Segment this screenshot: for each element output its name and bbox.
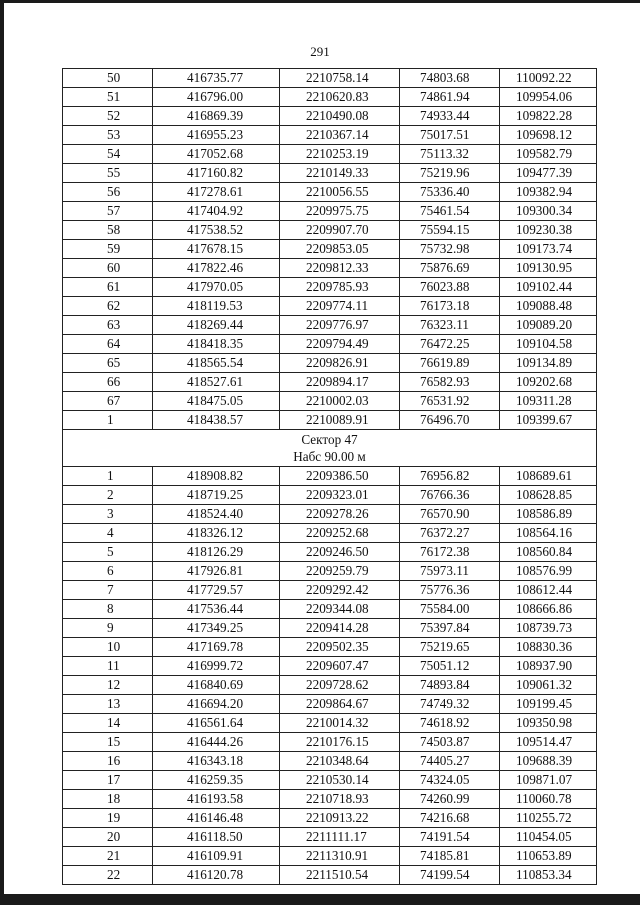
y-local-cell: 110060.78 (500, 790, 597, 809)
point-number-cell: 6 (63, 562, 153, 581)
y-coordinate-cell: 2209774.11 (280, 297, 400, 316)
x-coordinate-cell: 417970.05 (153, 278, 280, 297)
y-coordinate-cell: 2210530.14 (280, 771, 400, 790)
x-coordinate-cell: 416694.20 (153, 695, 280, 714)
table-row (63, 202, 597, 221)
x-local-cell: 75397.84 (400, 619, 500, 638)
point-number-cell: 13 (63, 695, 153, 714)
sector-height: Набс 90.00 м (293, 449, 366, 464)
point-number-cell: 14 (63, 714, 153, 733)
point-number-cell: 19 (63, 809, 153, 828)
point-number-cell: 16 (63, 752, 153, 771)
point-number-cell: 51 (63, 88, 153, 107)
x-coordinate-cell: 416955.23 (153, 126, 280, 145)
table-row (63, 259, 597, 278)
y-coordinate-cell: 2209259.79 (280, 562, 400, 581)
x-local-cell: 76582.93 (400, 373, 500, 392)
x-local-cell: 76472.25 (400, 335, 500, 354)
table-row (63, 619, 597, 638)
table-row (63, 107, 597, 126)
y-coordinate-cell: 2209278.26 (280, 505, 400, 524)
point-number-cell: 61 (63, 278, 153, 297)
point-number-cell: 64 (63, 335, 153, 354)
x-local-cell: 75594.15 (400, 221, 500, 240)
x-local-cell: 76496.70 (400, 411, 500, 430)
y-local-cell: 108689.61 (500, 467, 597, 486)
y-local-cell: 110454.05 (500, 828, 597, 847)
y-coordinate-cell: 2209246.50 (280, 543, 400, 562)
y-local-cell: 108666.86 (500, 600, 597, 619)
x-coordinate-cell: 417678.15 (153, 240, 280, 259)
y-coordinate-cell: 2209414.28 (280, 619, 400, 638)
y-local-cell: 109088.48 (500, 297, 597, 316)
y-local-cell: 109514.47 (500, 733, 597, 752)
y-coordinate-cell: 2209785.93 (280, 278, 400, 297)
y-local-cell: 110092.22 (500, 69, 597, 88)
y-coordinate-cell: 2211310.91 (280, 847, 400, 866)
x-local-cell: 74893.84 (400, 676, 500, 695)
table-row (63, 486, 597, 505)
x-coordinate-cell: 417536.44 (153, 600, 280, 619)
y-local-cell: 109582.79 (500, 145, 597, 164)
y-coordinate-cell: 2209728.62 (280, 676, 400, 695)
x-local-cell: 74405.27 (400, 752, 500, 771)
y-coordinate-cell: 2211111.17 (280, 828, 400, 847)
table-section-before-sector (63, 69, 597, 430)
table-row (63, 771, 597, 790)
y-local-cell: 108560.84 (500, 543, 597, 562)
x-coordinate-cell: 416109.91 (153, 847, 280, 866)
y-coordinate-cell: 2210758.14 (280, 69, 400, 88)
y-local-cell: 109199.45 (500, 695, 597, 714)
x-coordinate-cell: 416869.39 (153, 107, 280, 126)
y-coordinate-cell: 2209907.70 (280, 221, 400, 240)
table-row (63, 88, 597, 107)
x-coordinate-cell: 416146.48 (153, 809, 280, 828)
table-row (63, 524, 597, 543)
y-local-cell: 108564.16 (500, 524, 597, 543)
table-row (63, 335, 597, 354)
y-coordinate-cell: 2210056.55 (280, 183, 400, 202)
x-local-cell: 76023.88 (400, 278, 500, 297)
table-row (63, 145, 597, 164)
point-number-cell: 62 (63, 297, 153, 316)
x-local-cell: 75113.32 (400, 145, 500, 164)
point-number-cell: 59 (63, 240, 153, 259)
x-coordinate-cell: 417160.82 (153, 164, 280, 183)
point-number-cell: 2 (63, 486, 153, 505)
y-local-cell: 109698.12 (500, 126, 597, 145)
table-row (63, 714, 597, 733)
table-row (63, 638, 597, 657)
y-coordinate-cell: 2209252.68 (280, 524, 400, 543)
y-local-cell: 109822.28 (500, 107, 597, 126)
x-coordinate-cell: 418908.82 (153, 467, 280, 486)
table-row (63, 562, 597, 581)
table-row (63, 847, 597, 866)
table-row (63, 581, 597, 600)
x-local-cell: 74749.32 (400, 695, 500, 714)
x-coordinate-cell: 418418.35 (153, 335, 280, 354)
point-number-cell: 63 (63, 316, 153, 335)
x-local-cell: 76956.82 (400, 467, 500, 486)
table-row (63, 543, 597, 562)
table-row (63, 221, 597, 240)
x-local-cell: 76619.89 (400, 354, 500, 373)
y-local-cell: 108739.73 (500, 619, 597, 638)
x-coordinate-cell: 416840.69 (153, 676, 280, 695)
y-coordinate-cell: 2209292.42 (280, 581, 400, 600)
x-coordinate-cell: 417926.81 (153, 562, 280, 581)
x-local-cell: 75584.00 (400, 600, 500, 619)
y-coordinate-cell: 2210149.33 (280, 164, 400, 183)
x-local-cell: 76766.36 (400, 486, 500, 505)
point-number-cell: 50 (63, 69, 153, 88)
x-coordinate-cell: 417729.57 (153, 581, 280, 600)
y-local-cell: 108628.85 (500, 486, 597, 505)
x-local-cell: 74933.44 (400, 107, 500, 126)
x-local-cell: 75017.51 (400, 126, 500, 145)
y-local-cell: 109089.20 (500, 316, 597, 335)
y-local-cell: 109954.06 (500, 88, 597, 107)
point-number-cell: 21 (63, 847, 153, 866)
x-local-cell: 74861.94 (400, 88, 500, 107)
point-number-cell: 54 (63, 145, 153, 164)
table-row (63, 240, 597, 259)
y-local-cell: 108612.44 (500, 581, 597, 600)
table-row (63, 866, 597, 885)
y-coordinate-cell: 2210002.03 (280, 392, 400, 411)
x-local-cell: 75732.98 (400, 240, 500, 259)
y-local-cell: 109311.28 (500, 392, 597, 411)
y-local-cell: 109134.89 (500, 354, 597, 373)
y-coordinate-cell: 2210490.08 (280, 107, 400, 126)
x-coordinate-cell: 416444.26 (153, 733, 280, 752)
table-row (63, 164, 597, 183)
y-local-cell: 108830.36 (500, 638, 597, 657)
x-coordinate-cell: 418475.05 (153, 392, 280, 411)
x-coordinate-cell: 416561.64 (153, 714, 280, 733)
x-local-cell: 74216.68 (400, 809, 500, 828)
x-local-cell: 74185.81 (400, 847, 500, 866)
y-local-cell: 109230.38 (500, 221, 597, 240)
x-local-cell: 74503.87 (400, 733, 500, 752)
point-number-cell: 60 (63, 259, 153, 278)
y-local-cell: 109061.32 (500, 676, 597, 695)
table-row (63, 316, 597, 335)
y-coordinate-cell: 2209864.67 (280, 695, 400, 714)
scan-edge-top (0, 0, 640, 3)
x-local-cell: 75973.11 (400, 562, 500, 581)
table-row (63, 600, 597, 619)
x-coordinate-cell: 418119.53 (153, 297, 280, 316)
point-number-cell: 17 (63, 771, 153, 790)
y-coordinate-cell: 2210176.15 (280, 733, 400, 752)
table-section-sector-47 (63, 467, 597, 885)
sector-header-cell (63, 430, 597, 467)
y-coordinate-cell: 2209776.97 (280, 316, 400, 335)
y-coordinate-cell: 2209344.08 (280, 600, 400, 619)
point-number-cell: 10 (63, 638, 153, 657)
x-local-cell: 76531.92 (400, 392, 500, 411)
point-number-cell: 18 (63, 790, 153, 809)
x-local-cell: 76323.11 (400, 316, 500, 335)
x-local-cell: 74324.05 (400, 771, 500, 790)
point-number-cell: 3 (63, 505, 153, 524)
x-coordinate-cell: 417278.61 (153, 183, 280, 202)
x-coordinate-cell: 418565.54 (153, 354, 280, 373)
y-coordinate-cell: 2210913.22 (280, 809, 400, 828)
point-number-cell: 9 (63, 619, 153, 638)
x-local-cell: 74803.68 (400, 69, 500, 88)
y-local-cell: 109399.67 (500, 411, 597, 430)
point-number-cell: 1 (63, 411, 153, 430)
point-number-cell: 55 (63, 164, 153, 183)
table-row (63, 790, 597, 809)
x-coordinate-cell: 418719.25 (153, 486, 280, 505)
y-coordinate-cell: 2211510.54 (280, 866, 400, 885)
y-coordinate-cell: 2210014.32 (280, 714, 400, 733)
y-local-cell: 109130.95 (500, 259, 597, 278)
point-number-cell: 57 (63, 202, 153, 221)
y-coordinate-cell: 2209894.17 (280, 373, 400, 392)
y-local-cell: 108586.89 (500, 505, 597, 524)
y-local-cell: 108937.90 (500, 657, 597, 676)
table-row (63, 411, 597, 430)
y-coordinate-cell: 2210718.93 (280, 790, 400, 809)
point-number-cell: 15 (63, 733, 153, 752)
y-coordinate-cell: 2209323.01 (280, 486, 400, 505)
table-row (63, 695, 597, 714)
table-row (63, 278, 597, 297)
x-local-cell: 75776.36 (400, 581, 500, 600)
point-number-cell: 8 (63, 600, 153, 619)
point-number-cell: 52 (63, 107, 153, 126)
x-coordinate-cell: 418326.12 (153, 524, 280, 543)
x-coordinate-cell: 416343.18 (153, 752, 280, 771)
x-local-cell: 76372.27 (400, 524, 500, 543)
sector-header-section (63, 430, 597, 467)
table-row (63, 505, 597, 524)
y-coordinate-cell: 2210620.83 (280, 88, 400, 107)
table-row (63, 126, 597, 145)
y-local-cell: 109300.34 (500, 202, 597, 221)
x-local-cell: 75461.54 (400, 202, 500, 221)
y-local-cell: 110255.72 (500, 809, 597, 828)
table-row (63, 657, 597, 676)
y-coordinate-cell: 2210253.19 (280, 145, 400, 164)
x-local-cell: 76173.18 (400, 297, 500, 316)
point-number-cell: 20 (63, 828, 153, 847)
y-coordinate-cell: 2209794.49 (280, 335, 400, 354)
x-coordinate-cell: 417349.25 (153, 619, 280, 638)
y-local-cell: 109350.98 (500, 714, 597, 733)
x-local-cell: 75051.12 (400, 657, 500, 676)
table-row (63, 733, 597, 752)
point-number-cell: 7 (63, 581, 153, 600)
y-local-cell: 109173.74 (500, 240, 597, 259)
point-number-cell: 66 (63, 373, 153, 392)
x-coordinate-cell: 418527.61 (153, 373, 280, 392)
table-row (63, 354, 597, 373)
x-coordinate-cell: 416259.35 (153, 771, 280, 790)
x-local-cell: 75336.40 (400, 183, 500, 202)
table-row (63, 752, 597, 771)
y-local-cell: 108576.99 (500, 562, 597, 581)
table-row (63, 392, 597, 411)
x-local-cell: 75219.65 (400, 638, 500, 657)
y-coordinate-cell: 2209386.50 (280, 467, 400, 486)
x-coordinate-cell: 416193.58 (153, 790, 280, 809)
x-local-cell: 76172.38 (400, 543, 500, 562)
x-local-cell: 74260.99 (400, 790, 500, 809)
x-coordinate-cell: 418438.57 (153, 411, 280, 430)
y-coordinate-cell: 2209826.91 (280, 354, 400, 373)
x-coordinate-cell: 417052.68 (153, 145, 280, 164)
point-number-cell: 53 (63, 126, 153, 145)
x-coordinate-cell: 417169.78 (153, 638, 280, 657)
point-number-cell: 4 (63, 524, 153, 543)
y-coordinate-cell: 2209607.47 (280, 657, 400, 676)
point-number-cell: 12 (63, 676, 153, 695)
sector-title: Сектор 47 (301, 432, 358, 447)
table-row (63, 69, 597, 88)
y-coordinate-cell: 2210348.64 (280, 752, 400, 771)
sector-header-row (63, 430, 597, 467)
x-coordinate-cell: 416735.77 (153, 69, 280, 88)
x-coordinate-cell: 418524.40 (153, 505, 280, 524)
y-local-cell: 109688.39 (500, 752, 597, 771)
table-row (63, 809, 597, 828)
point-number-cell: 1 (63, 467, 153, 486)
point-number-cell: 67 (63, 392, 153, 411)
table-row (63, 183, 597, 202)
x-coordinate-cell: 416118.50 (153, 828, 280, 847)
y-local-cell: 109102.44 (500, 278, 597, 297)
y-coordinate-cell: 2209975.75 (280, 202, 400, 221)
y-local-cell: 109871.07 (500, 771, 597, 790)
x-coordinate-cell: 417404.92 (153, 202, 280, 221)
x-local-cell: 75876.69 (400, 259, 500, 278)
x-local-cell: 74191.54 (400, 828, 500, 847)
x-local-cell: 75219.96 (400, 164, 500, 183)
y-local-cell: 109104.58 (500, 335, 597, 354)
y-local-cell: 109382.94 (500, 183, 597, 202)
x-local-cell: 74199.54 (400, 866, 500, 885)
y-local-cell: 109202.68 (500, 373, 597, 392)
y-coordinate-cell: 2209502.35 (280, 638, 400, 657)
x-coordinate-cell: 416999.72 (153, 657, 280, 676)
y-coordinate-cell: 2209853.05 (280, 240, 400, 259)
table-row (63, 373, 597, 392)
x-coordinate-cell: 418269.44 (153, 316, 280, 335)
table-row (63, 297, 597, 316)
point-number-cell: 56 (63, 183, 153, 202)
point-number-cell: 5 (63, 543, 153, 562)
table-row (63, 676, 597, 695)
x-coordinate-cell: 416120.78 (153, 866, 280, 885)
page-number: 291 (310, 44, 330, 59)
y-local-cell: 109477.39 (500, 164, 597, 183)
y-coordinate-cell: 2210089.91 (280, 411, 400, 430)
x-coordinate-cell: 416796.00 (153, 88, 280, 107)
table-row (63, 828, 597, 847)
x-local-cell: 74618.92 (400, 714, 500, 733)
x-local-cell: 76570.90 (400, 505, 500, 524)
point-number-cell: 58 (63, 221, 153, 240)
y-coordinate-cell: 2209812.33 (280, 259, 400, 278)
coordinates-table (62, 68, 597, 885)
y-local-cell: 110653.89 (500, 847, 597, 866)
scan-edge-bottom (0, 894, 640, 905)
point-number-cell: 65 (63, 354, 153, 373)
x-coordinate-cell: 417822.46 (153, 259, 280, 278)
point-number-cell: 11 (63, 657, 153, 676)
y-coordinate-cell: 2210367.14 (280, 126, 400, 145)
point-number-cell: 22 (63, 866, 153, 885)
x-coordinate-cell: 417538.52 (153, 221, 280, 240)
table-row (63, 467, 597, 486)
scan-edge-left (0, 0, 4, 905)
y-local-cell: 110853.34 (500, 866, 597, 885)
x-coordinate-cell: 418126.29 (153, 543, 280, 562)
